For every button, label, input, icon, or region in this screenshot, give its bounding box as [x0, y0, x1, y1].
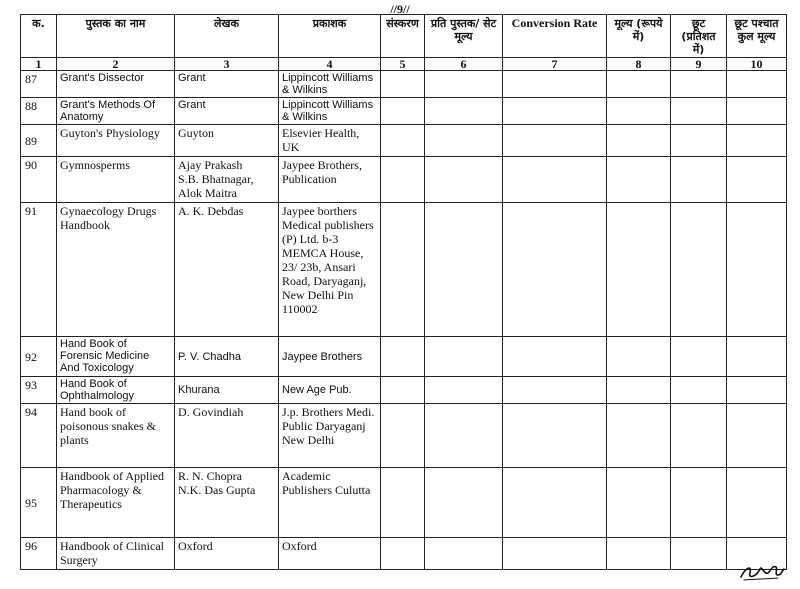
- table-row: [21, 377, 787, 404]
- empty-cell: [381, 71, 425, 98]
- book-author: Ajay Prakash S.B. Bhatnagar, Alok Maitra: [175, 157, 279, 203]
- row-number: 88: [21, 98, 57, 125]
- header-conversion-rate: Conversion Rate: [503, 15, 607, 58]
- empty-cell: [503, 157, 607, 203]
- column-number: 7: [503, 58, 607, 71]
- empty-cell: [727, 468, 787, 538]
- book-author: A. K. Debdas: [175, 203, 279, 337]
- empty-cell: [425, 125, 503, 157]
- table-row: [21, 157, 787, 203]
- book-author: R. N. Chopra N.K. Das Gupta: [175, 468, 279, 538]
- empty-cell: [671, 157, 727, 203]
- page-number: //9//: [390, 2, 410, 16]
- table-row: [21, 538, 787, 570]
- book-publisher: Oxford: [279, 538, 381, 570]
- book-publisher: Elsevier Health, UK: [279, 125, 381, 157]
- column-number: 6: [425, 58, 503, 71]
- empty-cell: [381, 377, 425, 404]
- table-row: [21, 71, 787, 98]
- empty-cell: [503, 377, 607, 404]
- empty-cell: [727, 404, 787, 468]
- column-number: 4: [279, 58, 381, 71]
- book-author: Oxford: [175, 538, 279, 570]
- book-author: P. V. Chadha: [175, 337, 279, 377]
- book-price-table: [20, 14, 787, 570]
- empty-cell: [671, 404, 727, 468]
- row-number: 87: [21, 71, 57, 98]
- empty-cell: [607, 468, 671, 538]
- column-number: 8: [607, 58, 671, 71]
- empty-cell: [503, 337, 607, 377]
- book-publisher: Jaypee Brothers: [279, 337, 381, 377]
- empty-cell: [503, 538, 607, 570]
- empty-cell: [671, 71, 727, 98]
- book-publisher: Jaypee borthers Medical publishers (P) Ltd. b-3 MEMCA House, 23/ 23b, Ansari Road, Daryaganj, New Delhi Pin 110002: [279, 203, 381, 337]
- empty-cell: [381, 203, 425, 337]
- table-row: [21, 98, 787, 125]
- signature-mark: [738, 557, 786, 583]
- empty-cell: [425, 203, 503, 337]
- header-publisher: प्रकाशक: [279, 15, 381, 58]
- book-title: Handbook of Applied Pharmacology & Therapeutics: [57, 468, 175, 538]
- table-row: [21, 337, 787, 377]
- book-author: Khurana: [175, 377, 279, 404]
- row-number: 92: [21, 337, 57, 377]
- header-row: [21, 15, 787, 58]
- empty-cell: [607, 377, 671, 404]
- column-number: 10: [727, 58, 787, 71]
- empty-cell: [607, 125, 671, 157]
- empty-cell: [607, 404, 671, 468]
- table-row: [21, 125, 787, 157]
- table-row: [21, 404, 787, 468]
- empty-cell: [503, 468, 607, 538]
- row-number: 95: [21, 468, 57, 538]
- column-number: 9: [671, 58, 727, 71]
- empty-cell: [425, 71, 503, 98]
- book-title: Handbook of Clinical Surgery: [57, 538, 175, 570]
- book-author: Grant: [175, 98, 279, 125]
- book-publisher: Lippincott Williams & Wilkins: [279, 98, 381, 125]
- empty-cell: [425, 98, 503, 125]
- book-title: Gymnosperms: [57, 157, 175, 203]
- book-author: D. Govindiah: [175, 404, 279, 468]
- empty-cell: [671, 377, 727, 404]
- column-number: 1: [21, 58, 57, 71]
- empty-cell: [503, 98, 607, 125]
- book-author: Grant: [175, 71, 279, 98]
- header-price-inr: मूल्य (रूपये में): [607, 15, 671, 58]
- empty-cell: [503, 71, 607, 98]
- table-row: [21, 468, 787, 538]
- empty-cell: [607, 538, 671, 570]
- book-title: Hand Book of Ophthalmology: [57, 377, 175, 404]
- book-title: Hand Book of Forensic Medicine And Toxicology: [57, 337, 175, 377]
- column-number-row: [21, 58, 787, 71]
- empty-cell: [671, 468, 727, 538]
- empty-cell: [503, 125, 607, 157]
- header-edition: संस्करण: [381, 15, 425, 58]
- empty-cell: [381, 98, 425, 125]
- empty-cell: [727, 125, 787, 157]
- empty-cell: [727, 203, 787, 337]
- book-title: Hand book of poisonous snakes & plants: [57, 404, 175, 468]
- empty-cell: [425, 468, 503, 538]
- book-publisher: Academic Publishers Culutta: [279, 468, 381, 538]
- book-publisher: J.p. Brothers Medi. Public Daryaganj New Delhi: [279, 404, 381, 468]
- header-unit-price: प्रति पुस्तक/ सेट मूल्य: [425, 15, 503, 58]
- empty-cell: [607, 71, 671, 98]
- empty-cell: [727, 337, 787, 377]
- empty-cell: [671, 98, 727, 125]
- empty-cell: [425, 157, 503, 203]
- empty-cell: [607, 203, 671, 337]
- header-net-total: छूट पश्चात कुल मूल्य: [727, 15, 787, 58]
- row-number: 89: [21, 125, 57, 157]
- empty-cell: [425, 337, 503, 377]
- column-number: 5: [381, 58, 425, 71]
- table-row: [21, 203, 787, 337]
- empty-cell: [425, 404, 503, 468]
- empty-cell: [607, 157, 671, 203]
- empty-cell: [503, 404, 607, 468]
- row-number: 96: [21, 538, 57, 570]
- book-title: Guyton's Physiology: [57, 125, 175, 157]
- empty-cell: [381, 468, 425, 538]
- book-title: Grant's Methods Of Anatomy: [57, 98, 175, 125]
- header-discount: छूट (प्रतिशत में): [671, 15, 727, 58]
- book-publisher: Jaypee Brothers, Publication: [279, 157, 381, 203]
- empty-cell: [671, 538, 727, 570]
- empty-cell: [425, 538, 503, 570]
- book-publisher: Lippincott Williams & Wilkins: [279, 71, 381, 98]
- row-number: 93: [21, 377, 57, 404]
- empty-cell: [425, 377, 503, 404]
- column-number: 2: [57, 58, 175, 71]
- empty-cell: [381, 125, 425, 157]
- empty-cell: [607, 98, 671, 125]
- book-author: Guyton: [175, 125, 279, 157]
- empty-cell: [381, 538, 425, 570]
- empty-cell: [727, 98, 787, 125]
- row-number: 90: [21, 157, 57, 203]
- empty-cell: [607, 337, 671, 377]
- empty-cell: [727, 377, 787, 404]
- empty-cell: [503, 203, 607, 337]
- book-title: Grant's Dissector: [57, 71, 175, 98]
- empty-cell: [727, 157, 787, 203]
- empty-cell: [381, 337, 425, 377]
- book-publisher: New Age Pub.: [279, 377, 381, 404]
- empty-cell: [671, 337, 727, 377]
- empty-cell: [671, 203, 727, 337]
- header-title: पुस्तक का नाम: [57, 15, 175, 58]
- column-number: 3: [175, 58, 279, 71]
- header-author: लेखक: [175, 15, 279, 58]
- row-number: 91: [21, 203, 57, 337]
- row-number: 94: [21, 404, 57, 468]
- empty-cell: [727, 71, 787, 98]
- header-sn: क.: [21, 15, 57, 58]
- empty-cell: [381, 157, 425, 203]
- book-title: Gynaecology Drugs Handbook: [57, 203, 175, 337]
- empty-cell: [671, 125, 727, 157]
- empty-cell: [381, 404, 425, 468]
